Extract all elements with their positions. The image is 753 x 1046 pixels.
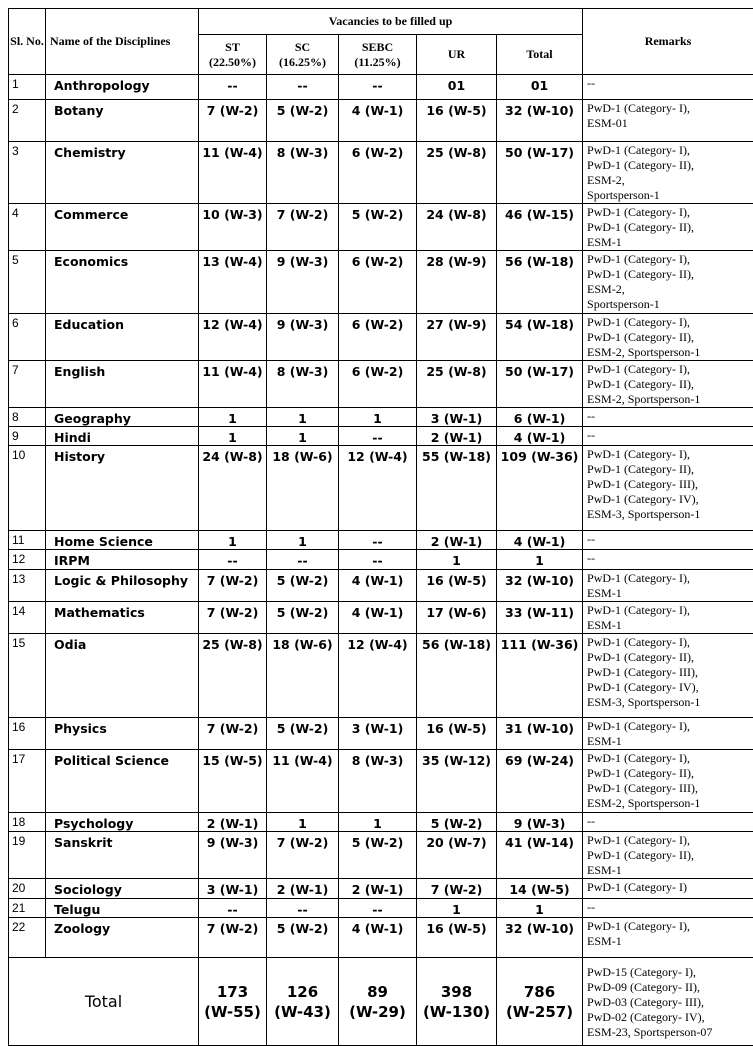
row-sc-count: 5 (W-2) [267, 100, 339, 142]
header-vacancies: Vacancies to be filled up [199, 9, 583, 35]
row-st-count: 1 [199, 531, 267, 550]
row-remarks: PwD-1 (Category- I), PwD-1 (Category- II), ESM-2, Sportsperson-1 [583, 361, 753, 408]
header-discipline: Name of the Disciplines [46, 9, 199, 75]
row-discipline-name: Geography [46, 408, 199, 427]
total-ur: 398 (W-130) [417, 958, 497, 1046]
row-sc-count: -- [267, 899, 339, 918]
row-sebc-count: 4 (W-1) [339, 100, 417, 142]
row-discipline-name: Political Science [46, 750, 199, 813]
row-st-count: 9 (W-3) [199, 832, 267, 879]
row-ur-count: 24 (W-8) [417, 204, 497, 251]
row-total-count: 6 (W-1) [497, 408, 583, 427]
row-st-count: 24 (W-8) [199, 446, 267, 531]
row-discipline-name: Physics [46, 718, 199, 750]
total-st: 173 (W-55) [199, 958, 267, 1046]
row-ur-count: 28 (W-9) [417, 251, 497, 314]
row-total-count: 01 [497, 75, 583, 100]
row-discipline-name: Logic & Philosophy [46, 570, 199, 602]
total-sebc: 89 (W-29) [339, 958, 417, 1046]
row-sl-no: 2 [9, 100, 46, 142]
row-remarks: PwD-1 (Category- I), PwD-1 (Category- II), ESM-1 [583, 832, 753, 879]
table-row [9, 142, 753, 204]
row-sl-no: 18 [9, 813, 46, 832]
total-remarks: PwD-15 (Category- I), PwD-09 (Category- II), PwD-03 (Category- III), PwD-02 (Category- IV), ESM-23, Sportsperson-07 [583, 958, 753, 1046]
row-sebc-count: -- [339, 550, 417, 570]
row-ur-count: 16 (W-5) [417, 718, 497, 750]
table-row [9, 550, 753, 570]
row-total-count: 1 [497, 550, 583, 570]
row-discipline-name: Odia [46, 634, 199, 718]
row-st-count: 13 (W-4) [199, 251, 267, 314]
row-total-count: 31 (W-10) [497, 718, 583, 750]
table-body [9, 75, 753, 958]
row-sl-no: 12 [9, 550, 46, 570]
row-ur-count: 3 (W-1) [417, 408, 497, 427]
row-discipline-name: Mathematics [46, 602, 199, 634]
row-sc-count: 1 [267, 531, 339, 550]
row-st-count: 7 (W-2) [199, 100, 267, 142]
row-sc-count: 5 (W-2) [267, 570, 339, 602]
table-row [9, 832, 753, 879]
row-st-count: 7 (W-2) [199, 602, 267, 634]
row-sc-count: 11 (W-4) [267, 750, 339, 813]
row-st-count: 7 (W-2) [199, 718, 267, 750]
row-st-count: 1 [199, 427, 267, 446]
row-sebc-count: 12 (W-4) [339, 634, 417, 718]
row-ur-count: 17 (W-6) [417, 602, 497, 634]
row-remarks: PwD-1 (Category- I), PwD-1 (Category- II), ESM-2, Sportsperson-1 [583, 251, 753, 314]
row-sl-no: 8 [9, 408, 46, 427]
row-discipline-name: Hindi [46, 427, 199, 446]
row-ur-count: 16 (W-5) [417, 918, 497, 958]
row-remarks: PwD-1 (Category- I), PwD-1 (Category- II), PwD-1 (Category- III), PwD-1 (Category- IV), ESM-3, Sportsperson-1 [583, 634, 753, 718]
row-sebc-count: 6 (W-2) [339, 142, 417, 204]
header-ur: UR [417, 35, 497, 75]
row-sc-count: 7 (W-2) [267, 204, 339, 251]
table-row [9, 570, 753, 602]
row-sc-count: 8 (W-3) [267, 361, 339, 408]
row-sebc-count: -- [339, 531, 417, 550]
row-sl-no: 20 [9, 879, 46, 899]
row-sebc-count: 4 (W-1) [339, 602, 417, 634]
row-discipline-name: Psychology [46, 813, 199, 832]
row-sebc-count: 6 (W-2) [339, 361, 417, 408]
row-sebc-count: 5 (W-2) [339, 832, 417, 879]
row-ur-count: 01 [417, 75, 497, 100]
row-sl-no: 1 [9, 75, 46, 100]
row-total-count: 9 (W-3) [497, 813, 583, 832]
table-row [9, 531, 753, 550]
row-ur-count: 2 (W-1) [417, 427, 497, 446]
row-st-count: 25 (W-8) [199, 634, 267, 718]
row-discipline-name: Telugu [46, 899, 199, 918]
header-sebc: SEBC (11.25%) [339, 35, 417, 75]
row-st-count: -- [199, 75, 267, 100]
row-sc-count: 1 [267, 813, 339, 832]
row-sebc-count: 12 (W-4) [339, 446, 417, 531]
row-ur-count: 27 (W-9) [417, 314, 497, 361]
row-total-count: 1 [497, 899, 583, 918]
header-sc: SC (16.25%) [267, 35, 339, 75]
header-remarks: Remarks [583, 9, 753, 75]
row-total-count: 54 (W-18) [497, 314, 583, 361]
table-row [9, 634, 753, 718]
row-remarks: PwD-1 (Category- I), PwD-1 (Category- II), PwD-1 (Category- III), PwD-1 (Category- IV), ESM-3, Sportsperson-1 [583, 446, 753, 531]
row-total-count: 14 (W-5) [497, 879, 583, 899]
table-row [9, 361, 753, 408]
row-discipline-name: Zoology [46, 918, 199, 958]
row-discipline-name: Sanskrit [46, 832, 199, 879]
row-sl-no: 13 [9, 570, 46, 602]
row-sl-no: 10 [9, 446, 46, 531]
row-ur-count: 55 (W-18) [417, 446, 497, 531]
table-row [9, 427, 753, 446]
row-total-count: 46 (W-15) [497, 204, 583, 251]
total-row [9, 958, 753, 1046]
row-discipline-name: Commerce [46, 204, 199, 251]
row-remarks: -- [583, 550, 753, 570]
row-total-count: 109 (W-36) [497, 446, 583, 531]
row-total-count: 4 (W-1) [497, 427, 583, 446]
row-total-count: 32 (W-10) [497, 100, 583, 142]
row-total-count: 41 (W-14) [497, 832, 583, 879]
header-sl-no: Sl. No. [9, 9, 46, 75]
row-remarks: -- [583, 531, 753, 550]
row-sl-no: 22 [9, 918, 46, 958]
table-row [9, 718, 753, 750]
row-discipline-name: Home Science [46, 531, 199, 550]
row-remarks: PwD-1 (Category- I) [583, 879, 753, 899]
table-row [9, 813, 753, 832]
row-ur-count: 20 (W-7) [417, 832, 497, 879]
header-total: Total [497, 35, 583, 75]
row-sebc-count: 6 (W-2) [339, 251, 417, 314]
row-sc-count: 18 (W-6) [267, 446, 339, 531]
row-sebc-count: 4 (W-1) [339, 570, 417, 602]
row-remarks: PwD-1 (Category- I), PwD-1 (Category- II), PwD-1 (Category- III), ESM-2, Sportsperson-1 [583, 750, 753, 813]
row-sc-count: 5 (W-2) [267, 718, 339, 750]
table-row [9, 314, 753, 361]
row-remarks: PwD-1 (Category- I), PwD-1 (Category- II), ESM-2, Sportsperson-1 [583, 314, 753, 361]
row-discipline-name: History [46, 446, 199, 531]
row-sebc-count: 1 [339, 813, 417, 832]
row-sc-count: 5 (W-2) [267, 918, 339, 958]
row-sc-count: -- [267, 550, 339, 570]
row-sebc-count: 8 (W-3) [339, 750, 417, 813]
row-sebc-count: -- [339, 427, 417, 446]
row-sc-count: 2 (W-1) [267, 879, 339, 899]
row-sebc-count: -- [339, 75, 417, 100]
row-sl-no: 19 [9, 832, 46, 879]
row-ur-count: 16 (W-5) [417, 100, 497, 142]
row-sl-no: 5 [9, 251, 46, 314]
row-st-count: 11 (W-4) [199, 142, 267, 204]
row-remarks: PwD-1 (Category- I), PwD-1 (Category- II), ESM-2, Sportsperson-1 [583, 142, 753, 204]
row-sl-no: 21 [9, 899, 46, 918]
row-sc-count: 8 (W-3) [267, 142, 339, 204]
row-ur-count: 2 (W-1) [417, 531, 497, 550]
header-st: ST (22.50%) [199, 35, 267, 75]
row-sl-no: 9 [9, 427, 46, 446]
row-total-count: 50 (W-17) [497, 142, 583, 204]
row-sc-count: 9 (W-3) [267, 251, 339, 314]
row-discipline-name: English [46, 361, 199, 408]
table-row [9, 204, 753, 251]
row-st-count: 7 (W-2) [199, 570, 267, 602]
table-footer [9, 958, 753, 1046]
row-total-count: 32 (W-10) [497, 918, 583, 958]
row-remarks: PwD-1 (Category- I), ESM-1 [583, 602, 753, 634]
row-sc-count: 9 (W-3) [267, 314, 339, 361]
row-st-count: -- [199, 899, 267, 918]
row-discipline-name: Education [46, 314, 199, 361]
row-discipline-name: IRPM [46, 550, 199, 570]
row-st-count: 15 (W-5) [199, 750, 267, 813]
row-sc-count: 1 [267, 408, 339, 427]
row-sl-no: 17 [9, 750, 46, 813]
row-total-count: 69 (W-24) [497, 750, 583, 813]
total-total: 786 (W-257) [497, 958, 583, 1046]
row-sebc-count: 1 [339, 408, 417, 427]
row-sebc-count: 5 (W-2) [339, 204, 417, 251]
row-sebc-count: 6 (W-2) [339, 314, 417, 361]
row-discipline-name: Chemistry [46, 142, 199, 204]
row-remarks: -- [583, 899, 753, 918]
row-sc-count: 1 [267, 427, 339, 446]
table-row [9, 602, 753, 634]
row-remarks: -- [583, 813, 753, 832]
row-st-count: 12 (W-4) [199, 314, 267, 361]
row-sl-no: 14 [9, 602, 46, 634]
row-remarks: -- [583, 427, 753, 446]
row-sebc-count: 2 (W-1) [339, 879, 417, 899]
row-remarks: PwD-1 (Category- I), ESM-1 [583, 570, 753, 602]
table-row [9, 251, 753, 314]
row-sl-no: 4 [9, 204, 46, 251]
row-st-count: 7 (W-2) [199, 918, 267, 958]
table-row [9, 918, 753, 958]
row-sc-count: 7 (W-2) [267, 832, 339, 879]
row-sl-no: 7 [9, 361, 46, 408]
row-ur-count: 5 (W-2) [417, 813, 497, 832]
row-total-count: 32 (W-10) [497, 570, 583, 602]
row-sc-count: 18 (W-6) [267, 634, 339, 718]
row-ur-count: 7 (W-2) [417, 879, 497, 899]
row-discipline-name: Anthropology [46, 75, 199, 100]
row-sl-no: 3 [9, 142, 46, 204]
row-ur-count: 1 [417, 550, 497, 570]
row-remarks: PwD-1 (Category- I), ESM-1 [583, 718, 753, 750]
row-ur-count: 25 (W-8) [417, 142, 497, 204]
total-label: Total [9, 958, 199, 1046]
row-discipline-name: Economics [46, 251, 199, 314]
row-total-count: 33 (W-11) [497, 602, 583, 634]
row-total-count: 4 (W-1) [497, 531, 583, 550]
row-ur-count: 25 (W-8) [417, 361, 497, 408]
row-total-count: 50 (W-17) [497, 361, 583, 408]
row-ur-count: 1 [417, 899, 497, 918]
row-ur-count: 35 (W-12) [417, 750, 497, 813]
total-sc: 126 (W-43) [267, 958, 339, 1046]
row-total-count: 56 (W-18) [497, 251, 583, 314]
row-discipline-name: Sociology [46, 879, 199, 899]
row-sl-no: 11 [9, 531, 46, 550]
row-remarks: PwD-1 (Category- I), PwD-1 (Category- II), ESM-1 [583, 204, 753, 251]
row-sl-no: 15 [9, 634, 46, 718]
row-st-count: 1 [199, 408, 267, 427]
table-row [9, 75, 753, 100]
row-sl-no: 6 [9, 314, 46, 361]
row-remarks: PwD-1 (Category- I), ESM-01 [583, 100, 753, 142]
row-sc-count: -- [267, 75, 339, 100]
row-sc-count: 5 (W-2) [267, 602, 339, 634]
row-sebc-count: 4 (W-1) [339, 918, 417, 958]
row-total-count: 111 (W-36) [497, 634, 583, 718]
table-row [9, 408, 753, 427]
row-discipline-name: Botany [46, 100, 199, 142]
row-sl-no: 16 [9, 718, 46, 750]
row-remarks: PwD-1 (Category- I), ESM-1 [583, 918, 753, 958]
row-st-count: 10 (W-3) [199, 204, 267, 251]
table-row [9, 879, 753, 899]
table-row [9, 100, 753, 142]
row-st-count: -- [199, 550, 267, 570]
vacancy-table [8, 8, 753, 1046]
row-st-count: 11 (W-4) [199, 361, 267, 408]
table-row [9, 899, 753, 918]
table-row [9, 446, 753, 531]
row-sebc-count: -- [339, 899, 417, 918]
row-st-count: 2 (W-1) [199, 813, 267, 832]
row-st-count: 3 (W-1) [199, 879, 267, 899]
row-remarks: -- [583, 75, 753, 100]
row-remarks: -- [583, 408, 753, 427]
row-sebc-count: 3 (W-1) [339, 718, 417, 750]
table-row [9, 750, 753, 813]
row-ur-count: 16 (W-5) [417, 570, 497, 602]
table-header [9, 9, 753, 75]
row-ur-count: 56 (W-18) [417, 634, 497, 718]
